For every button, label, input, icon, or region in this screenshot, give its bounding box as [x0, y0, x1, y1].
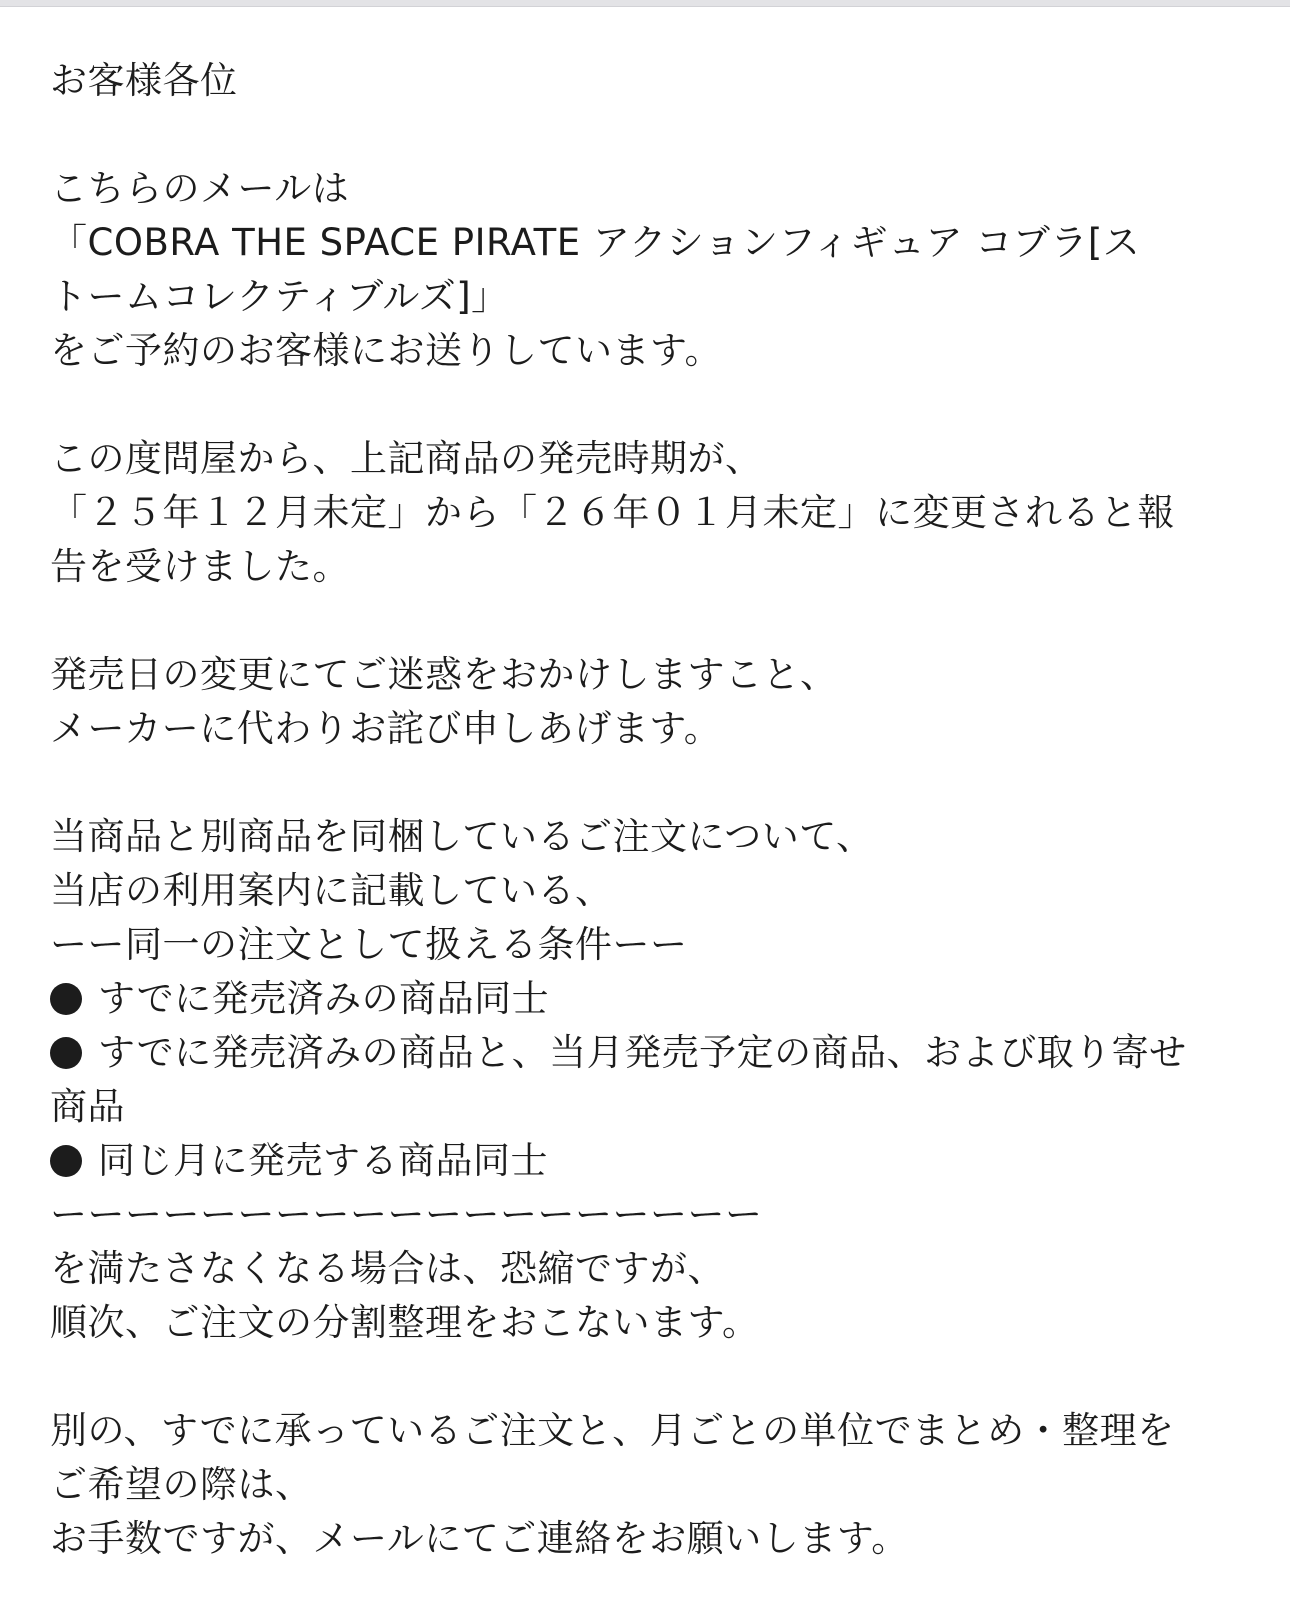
email-body [50, 54, 1260, 1566]
bundling-after-line: を満たさなくなる場合は、恐縮ですが、 [50, 1247, 725, 1290]
conditions-heading: ーー同一の注文として扱える条件ーー [50, 923, 688, 966]
bullet-icon [50, 1145, 82, 1177]
condition-item [50, 1134, 1260, 1188]
spacer [50, 108, 1260, 162]
spacer [50, 1350, 1260, 1404]
intro-line: をご予約のお客様にお送りしています。 [50, 329, 723, 372]
spacer [50, 378, 1260, 432]
condition-text: すでに発売済みの商品と、当月発売予定の商品、および取り寄せ [98, 1031, 1187, 1074]
notice-line: 告を受けました。 [50, 545, 350, 588]
bundling-after-line: 順次、ご注文の分割整理をおこないます。 [50, 1301, 760, 1344]
request-line: 別の、すでに承っているご注文と、月ごとの単位でまとめ・整理を [50, 1409, 1175, 1452]
condition-text-wrap: 商品 [50, 1085, 125, 1128]
bullet-icon [50, 983, 82, 1015]
separator-line: ーーーーーーーーーーーーーーーーーーー [50, 1193, 763, 1236]
condition-text: すでに発売済みの商品同士 [98, 977, 550, 1020]
notice-line: この度問屋から、上記商品の発売時期が、 [50, 437, 763, 480]
condition-item [50, 1026, 1260, 1080]
spacer [50, 756, 1260, 810]
intro-line: 「COBRA THE SPACE PIRATE アクションフィギュア コブラ[ス [50, 221, 1141, 264]
notice-line: 「２５年１２月未定」から「２６年０１月未定」に変更されると報 [50, 491, 1175, 534]
bundling-line: 当店の利用案内に記載している、 [50, 869, 613, 912]
intro-line: トームコレクティブルズ]」 [50, 275, 509, 318]
apology-line: 発売日の変更にてご迷惑をおかけしますこと、 [50, 653, 838, 696]
intro-line: こちらのメールは [50, 167, 350, 210]
condition-text: 同じ月に発売する商品同士 [98, 1139, 548, 1182]
condition-item [50, 972, 1260, 1026]
bundling-line: 当商品と別商品を同梱しているご注文について、 [50, 815, 874, 858]
header-divider [0, 0, 1290, 7]
spacer [50, 594, 1260, 648]
greeting: お客様各位 [50, 59, 238, 102]
apology-line: メーカーに代わりお詫び申しあげます。 [50, 707, 722, 750]
bullet-icon [50, 1037, 82, 1069]
request-line: ご希望の際は、 [50, 1463, 313, 1506]
request-line: お手数ですが、メールにてご連絡をお願いします。 [50, 1517, 909, 1560]
